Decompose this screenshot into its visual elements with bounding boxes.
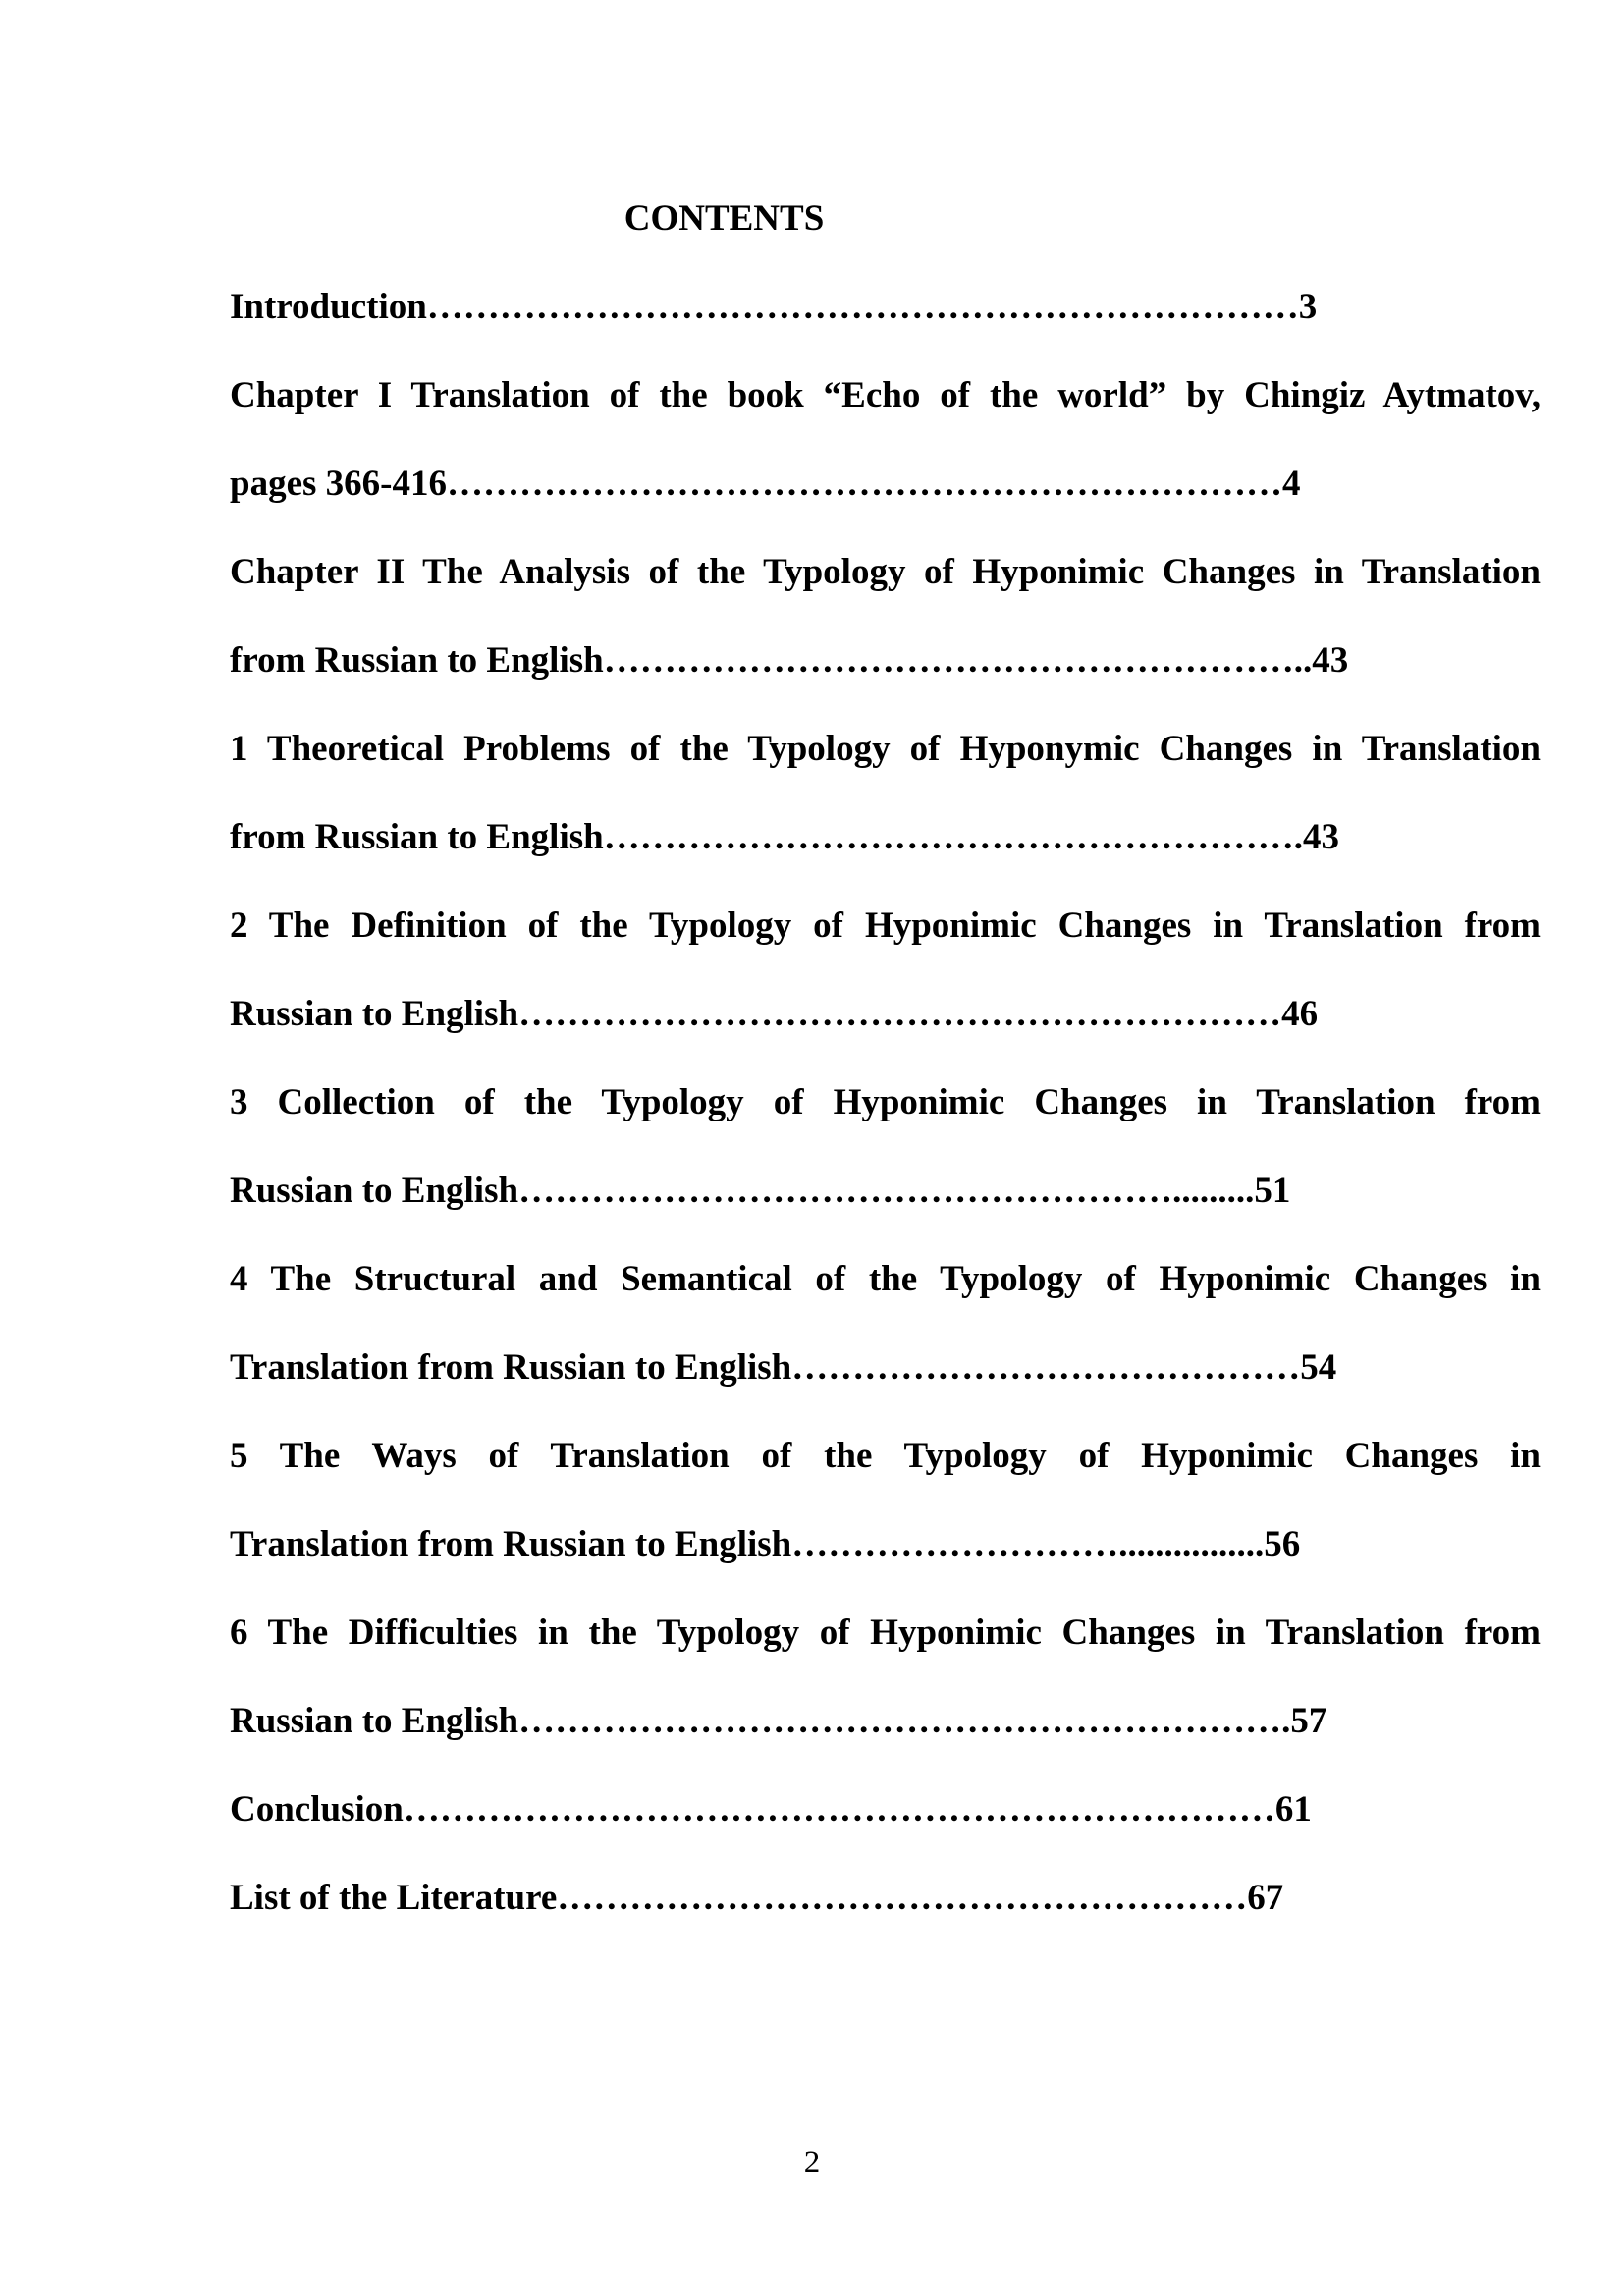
toc-entry-section-1-line-2[interactable]: from Russian to English………………………………………………….43 — [230, 817, 1339, 857]
toc-entry-section-5-line-2[interactable]: Translation from Russian to English………………………................56 — [230, 1524, 1301, 1564]
toc-entry-section-2-line-2[interactable]: Russian to English………………………………………………………46 — [230, 994, 1319, 1034]
contents-title: CONTENTS — [623, 198, 825, 239]
toc-entry-section-4-line-1[interactable]: 4 The Structural and Semantical of the Typology of Hyponimic Changes in — [230, 1259, 1541, 1299]
toc-entry-section-4-line-2[interactable]: Translation from Russian to English……………………………………54 — [230, 1347, 1337, 1388]
toc-entry-chapter-2-line-1[interactable]: Chapter II The Analysis of the Typology of Hyponimic Changes in Translation — [230, 552, 1541, 592]
toc-entry-section-6-line-1[interactable]: 6 The Difficulties in the Typology of Hyponimic Changes in Translation from — [230, 1613, 1541, 1653]
toc-entry-section-5-line-1[interactable]: 5 The Ways of Translation of the Typology of Hyponimic Changes in — [230, 1436, 1541, 1476]
toc-entry-section-2-line-1[interactable]: 2 The Definition of the Typology of Hyponimic Changes in Translation from — [230, 905, 1541, 946]
page-number: 2 — [803, 2145, 821, 2180]
toc-entry-conclusion[interactable]: Conclusion………………………………………………………………61 — [230, 1789, 1312, 1830]
table-of-contents — [230, 283, 1541, 1962]
toc-entry-chapter-1-line-1[interactable]: Chapter I Translation of the book “Echo of the world” by Chingiz Aytmatov, — [230, 375, 1541, 415]
toc-entry-section-3-line-1[interactable]: 3 Collection of the Typology of Hyponimic Changes in Translation from — [230, 1082, 1541, 1122]
toc-entry-literature[interactable]: List of the Literature…………………………………………………67 — [230, 1878, 1284, 1918]
toc-entry-section-6-line-2[interactable]: Russian to English……………………………………………………….57 — [230, 1701, 1327, 1741]
toc-entry-section-3-line-2[interactable]: Russian to English……………………………………………….........51 — [230, 1171, 1291, 1211]
toc-entry-introduction[interactable]: Introduction………………………………………………………………3 — [230, 287, 1318, 327]
toc-entry-chapter-2-line-2[interactable]: from Russian to English…………………………………………………..43 — [230, 640, 1349, 681]
toc-entry-chapter-1-line-2[interactable]: pages 366-416……………………………………………………………4 — [230, 464, 1301, 504]
toc-entry-section-1-line-1[interactable]: 1 Theoretical Problems of the Typology of Hyponymic Changes in Translation — [230, 729, 1541, 769]
